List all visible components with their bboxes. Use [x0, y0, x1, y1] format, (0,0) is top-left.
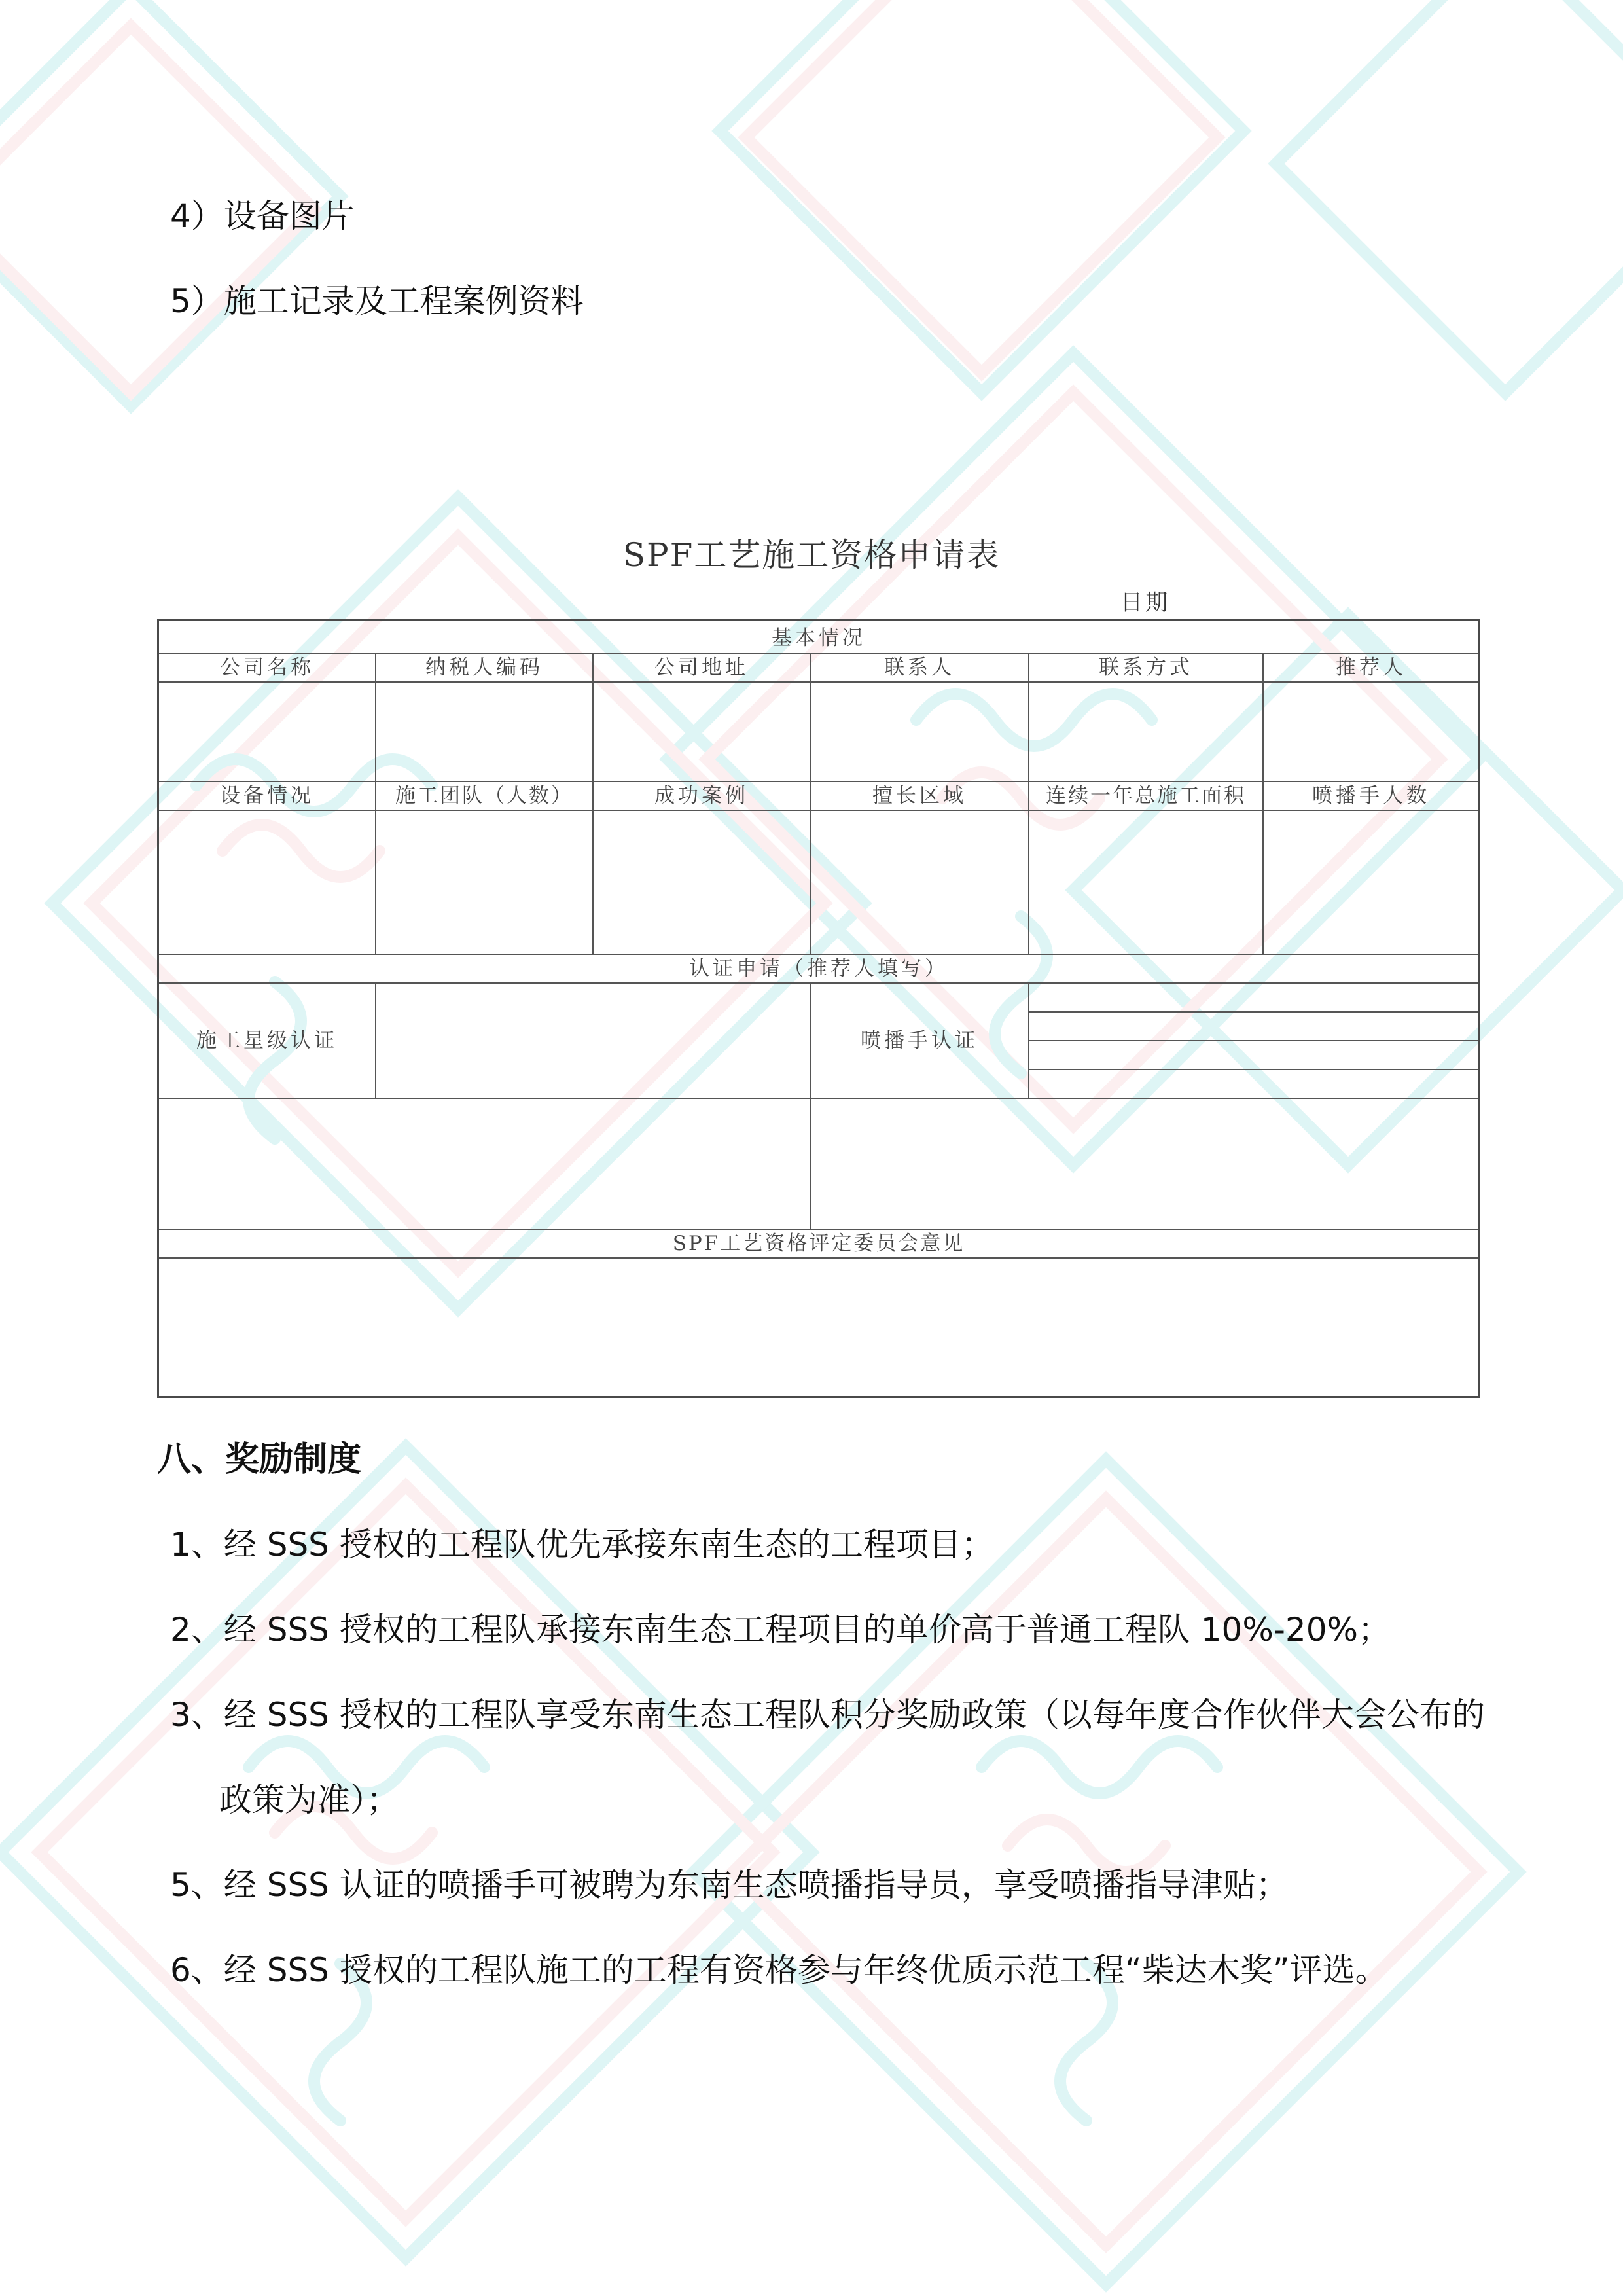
section-certification: 认证申请（推荐人填写） — [689, 957, 948, 980]
list-item-continuation: 政策为准）； — [219, 1781, 399, 1819]
section-heading: 八、奖励制度 — [157, 1440, 362, 1479]
application-form-table — [157, 619, 1480, 1398]
header-team-size: 施工团队（人数） — [395, 784, 573, 808]
header-success-cases: 成功案例 — [654, 784, 749, 808]
section-committee-opinion: SPF工艺资格评定委员会意见 — [672, 1232, 965, 1255]
header-contact-person: 联系人 — [884, 656, 955, 679]
header-contact-method: 联系方式 — [1099, 656, 1193, 679]
header-recommender: 推荐人 — [1336, 656, 1406, 679]
header-annual-area: 连续一年总施工面积 — [1046, 784, 1246, 808]
header-sprayer-count: 喷播手人数 — [1312, 784, 1430, 808]
label-sprayer-cert: 喷播手认证 — [861, 1029, 978, 1052]
label-construction-star-cert: 施工星级认证 — [196, 1029, 338, 1052]
list-item: 6、经 SSS 授权的工程队施工的工程有资格参与年终优质示范工程“柴达木奖”评选。 — [170, 1951, 1388, 1989]
list-item: 2、经 SSS 授权的工程队承接东南生态工程项目的单价高于普通工程队 10%-20%； — [170, 1611, 1391, 1649]
list-item: 5）施工记录及工程案例资料 — [170, 282, 584, 320]
form-date-label: 日期 — [1120, 590, 1170, 616]
section-basic-info: 基本情况 — [772, 626, 866, 650]
list-item: 4）设备图片 — [170, 197, 355, 235]
list-item: 1、经 SSS 授权的工程队优先承接东南生态的工程项目； — [170, 1526, 994, 1564]
list-item: 3、经 SSS 授权的工程队享受东南生态工程队积分奖励政策（以每年度合作伙伴大会公布的 — [170, 1696, 1485, 1734]
header-equipment: 设备情况 — [220, 784, 314, 808]
list-item: 5、经 SSS 认证的喷播手可被聘为东南生态喷播指导员，享受喷播指导津贴； — [170, 1866, 1289, 1904]
header-company-address: 公司地址 — [654, 656, 749, 679]
header-taxpayer-id: 纳税人编码 — [425, 656, 543, 679]
header-expertise-area: 擅长区域 — [872, 784, 967, 808]
header-company-name: 公司名称 — [220, 656, 314, 679]
form-title: SPF工艺施工资格申请表 — [622, 536, 1001, 574]
